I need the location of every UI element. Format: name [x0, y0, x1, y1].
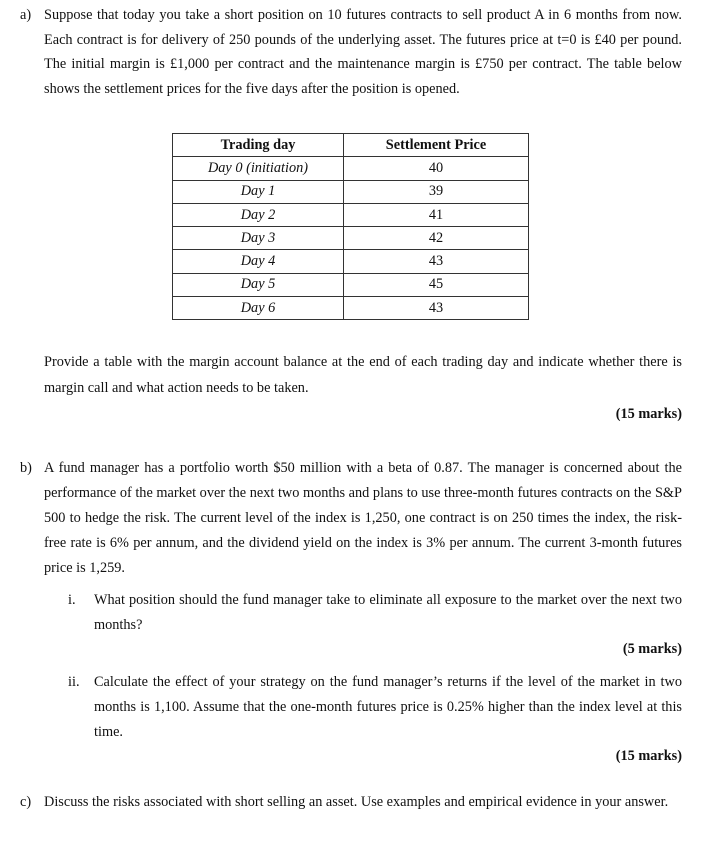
table-row [173, 157, 529, 180]
settlement-price-cell: 43 [344, 250, 529, 273]
trading-day-cell: Day 4 [173, 250, 344, 273]
trading-day-cell: Day 2 [173, 203, 344, 226]
settlement-price-cell: 42 [344, 227, 529, 250]
question-b-intro: A fund manager has a portfolio worth $50 million with a beta of 0.87. The manager is concerned about the performance of the market over the next two months and plans to use three-month futures contracts on the S&P 500 to hedge the risk. The current level of the index is 1,250, one contract is on 250 times the index, the risk-free rate is 6% per annum, and the dividend yield on the index is 3% per annum. The current 3-month futures price is 1,259. [44, 460, 682, 576]
item-ii-marks: (15 marks) [615, 748, 682, 764]
question-a-label: a) [20, 7, 32, 23]
question-a-task: Provide a table with the margin account balance at the end of each trading day and indicate whether there is margin call and what action needs to be taken. [44, 354, 682, 396]
item-i-marks: (5 marks) [622, 641, 682, 657]
header-settlement-price: Settlement Price [344, 134, 529, 157]
trading-day-cell: Day 3 [173, 227, 344, 250]
trading-day-cell: Day 6 [173, 297, 344, 320]
question-c-text: Discuss the risks associated with short selling an asset. Use examples and empirical evidence in your answer. [44, 794, 669, 810]
item-i-label: i. [68, 592, 76, 608]
settlement-price-cell: 45 [344, 273, 529, 296]
settlement-price-cell: 40 [344, 157, 529, 180]
header-trading-day: Trading day [173, 134, 344, 157]
trading-day-cell: Day 1 [173, 180, 344, 203]
item-i-text: What position should the fund manager take to eliminate all exposure to the market over the next two months? [94, 592, 682, 633]
table-row [173, 273, 529, 296]
settlement-price-cell: 39 [344, 180, 529, 203]
settlement-price-cell: 41 [344, 203, 529, 226]
item-ii-label: ii. [68, 674, 80, 690]
question-b-label: b) [20, 460, 32, 476]
settlement-price-cell: 43 [344, 297, 529, 320]
table-row [173, 297, 529, 320]
table-header-row [173, 134, 529, 157]
table-row [173, 203, 529, 226]
trading-day-cell: Day 5 [173, 273, 344, 296]
table-row [173, 250, 529, 273]
table-row [173, 180, 529, 203]
question-a-marks: (15 marks) [615, 406, 682, 422]
table-row [173, 227, 529, 250]
settlement-price-table [172, 133, 529, 320]
item-ii-text: Calculate the effect of your strategy on the fund manager’s returns if the level of the market in two months is 1,100. Assume that the one-month futures price is 0.25% higher than the index level at this time. [94, 674, 682, 740]
question-c-label: c) [20, 794, 32, 810]
question-a-intro: Suppose that today you take a short position on 10 futures contracts to sell product A in 6 months from now. Each contract is for delivery of 250 pounds of the underlying asset. The futures price at t=0 is £40 per pound. The initial margin is £1,000 per contract and the maintenance margin is £750 per contract. The table below shows the settlement prices for the five days after the position is opened. [44, 7, 682, 97]
trading-day-cell: Day 0 (initiation) [173, 157, 344, 180]
